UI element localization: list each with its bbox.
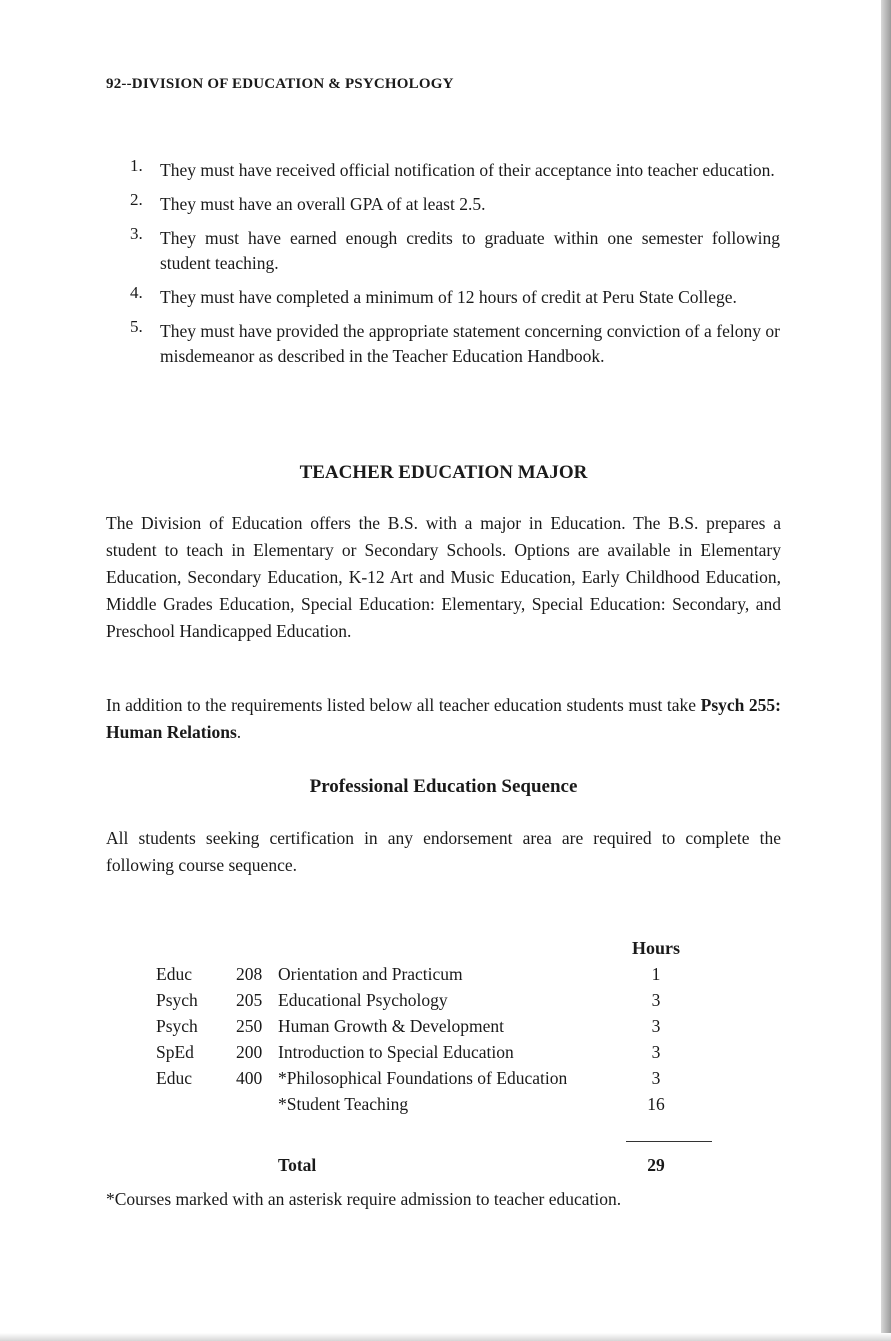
course-row (156, 1016, 716, 1041)
course-number: 200 (236, 1042, 263, 1062)
course-title: Educational Psychology (278, 990, 448, 1010)
course-row (156, 1068, 716, 1093)
course-hours: 1 (651, 964, 661, 984)
requirement-end: . (236, 722, 242, 742)
course-hours: 16 (647, 1094, 665, 1114)
requirement-item (130, 285, 780, 310)
course-title: Orientation and Practicum (278, 964, 463, 984)
course-row (156, 1094, 716, 1119)
requirement-number: 2. (130, 190, 143, 209)
course-dept: Educ (156, 1068, 192, 1088)
requirement-text: They must have earned enough credits to graduate within one semester following student teaching. (160, 228, 780, 273)
requirement-item (130, 226, 780, 276)
course-row (156, 1042, 716, 1067)
total-hours: 29 (647, 1155, 665, 1175)
requirement-number: 5. (130, 317, 143, 336)
requirement-item (130, 192, 780, 217)
requirement-number: 1. (130, 156, 143, 175)
course-number: 400 (236, 1068, 263, 1088)
course-title: *Student Teaching (278, 1094, 409, 1114)
required-course: Psych 255: Human Relations (106, 695, 781, 742)
hours-column-header: Hours (631, 938, 680, 958)
requirement-text: They must have completed a minimum of 12 hours of credit at Peru State College. (160, 287, 737, 307)
requirement-number: 4. (130, 283, 143, 302)
major-title: TEACHER EDUCATION MAJOR (299, 462, 588, 483)
course-hours: 3 (651, 990, 661, 1010)
major-description: The Division of Education offers the B.S. with a major in Education. The B.S. prepares a student to teach in Elementary or Secondary Schools. Options are available in Elementary Education, Secondary Education, K-12 Art and Music Education, Early Childhood Education, Middle Grades Education, Special Education: Elementary, Special Education: Secondary, and Preschool Handicapped Education. (106, 513, 781, 641)
requirement-item (130, 319, 780, 369)
course-hours: 3 (651, 1068, 661, 1088)
course-dept: Psych (156, 1016, 198, 1036)
requirement-intro: In addition to the requirements listed below all teacher education students must take (106, 695, 697, 715)
requirement-text: They must have received official notification of their acceptance into teacher education. (160, 160, 775, 180)
requirement-number: 3. (130, 224, 143, 243)
course-number: 250 (236, 1016, 263, 1036)
page-bottom-shadow (0, 1333, 891, 1341)
course-hours: 3 (651, 1042, 661, 1062)
total-label: Total (278, 1155, 317, 1175)
major-requirement-note (106, 692, 781, 746)
page-edge-shadow (881, 0, 891, 1341)
requirement-item (130, 158, 780, 183)
requirement-text: They must have an overall GPA of at least 2.5. (160, 194, 486, 214)
running-head: 92--DIVISION OF EDUCATION & PSYCHOLOGY (106, 76, 454, 92)
course-hours: 3 (651, 1016, 661, 1036)
requirement-text: They must have provided the appropriate statement concerning conviction of a felony or misdemeanor as described in the Teacher Education Handbook. (160, 321, 780, 366)
sequence-intro: All students seeking certification in any endorsement area are required to complete the following course sequence. (106, 828, 781, 875)
course-dept: Psych (156, 990, 198, 1010)
total-divider (626, 1141, 712, 1142)
course-row (156, 990, 716, 1015)
course-number: 208 (236, 964, 263, 984)
course-title: Human Growth & Development (278, 1016, 504, 1036)
requirements-list (130, 158, 780, 378)
course-number: 205 (236, 990, 263, 1010)
sequence-title: Professional Education Sequence (309, 776, 578, 797)
course-dept: SpEd (156, 1042, 194, 1062)
course-title: *Philosophical Foundations of Education (278, 1068, 568, 1088)
footnote: *Courses marked with an asterisk require admission to teacher education. (106, 1189, 622, 1209)
course-title: Introduction to Special Education (278, 1042, 514, 1062)
course-dept: Educ (156, 964, 192, 984)
course-row (156, 964, 716, 989)
